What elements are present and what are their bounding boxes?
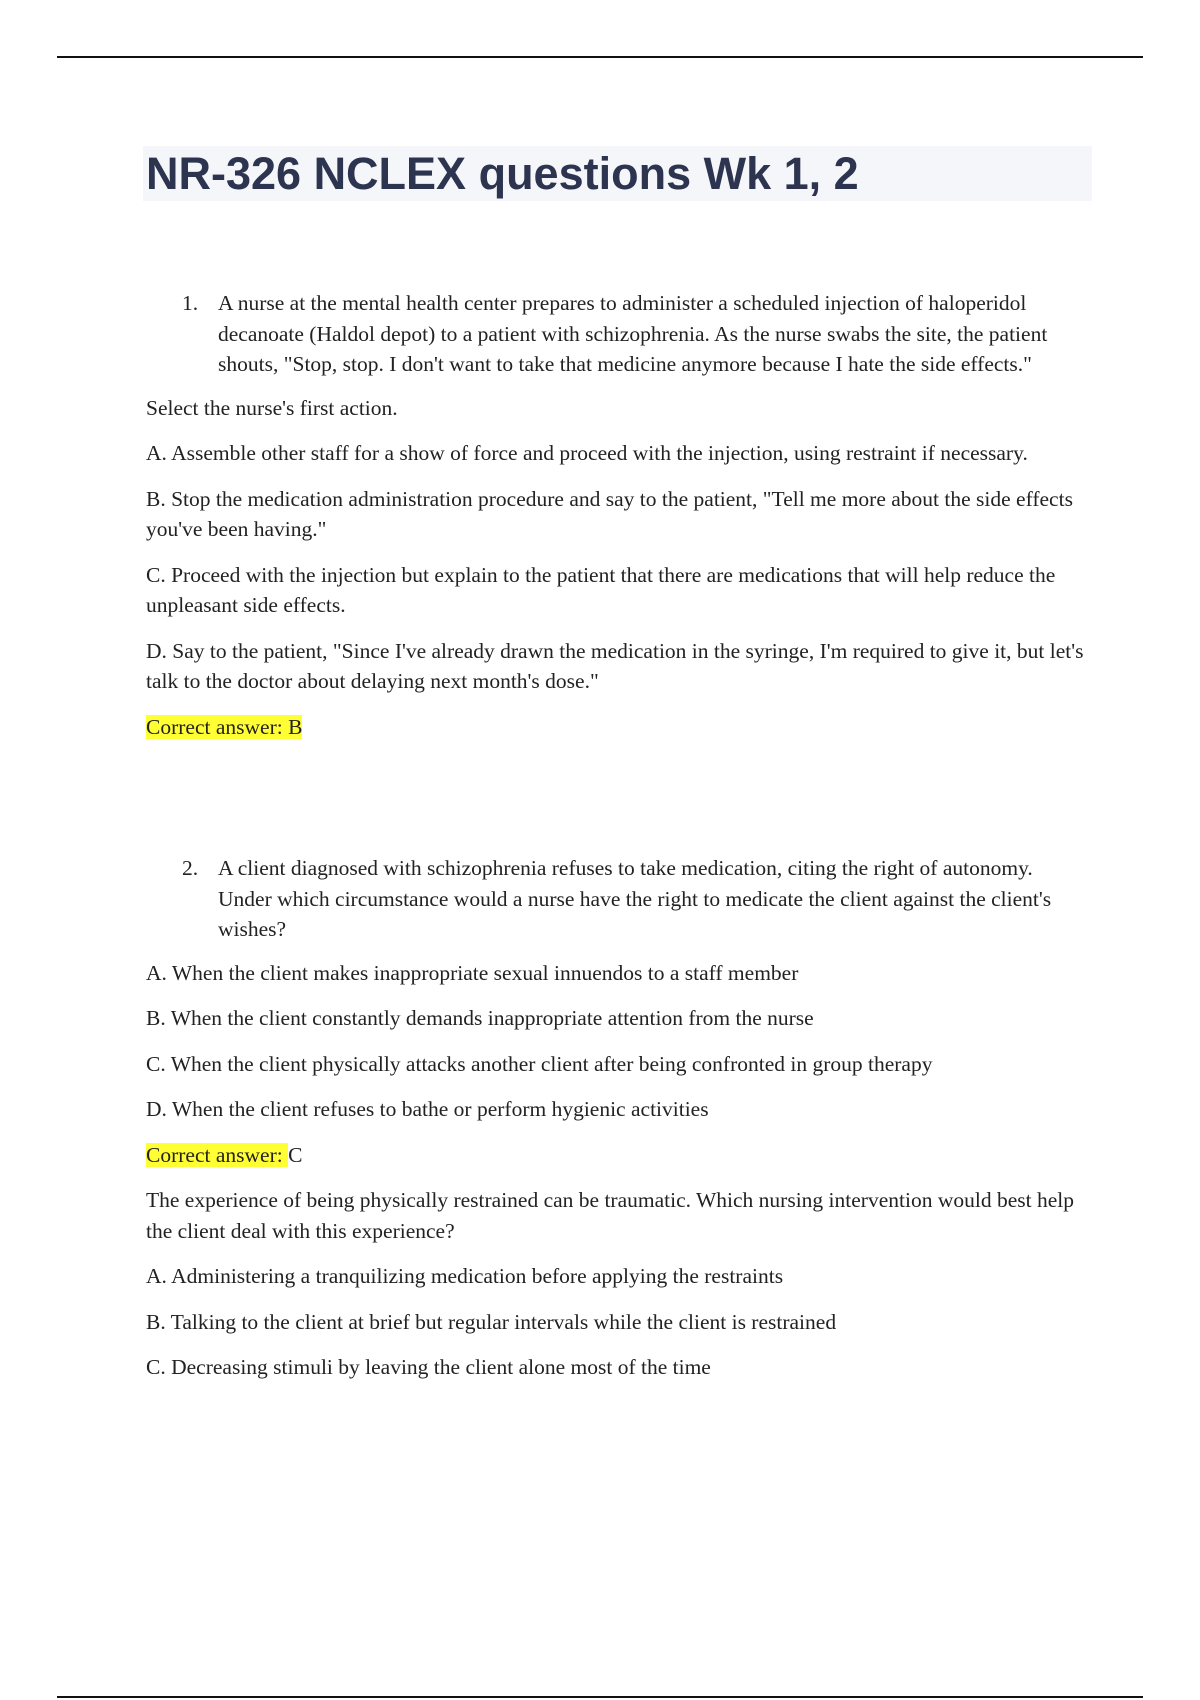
- answer-option: D. Say to the patient, "Since I've already drawn the medication in the syringe, I'm required to give it, but let's talk to the doctor about delaying next month's dose.": [146, 638, 1084, 693]
- answer-option: A. Assemble other staff for a show of force and proceed with the injection, using restraint if necessary.: [146, 441, 1028, 465]
- answer-option: C. When the client physically attacks another client after being confronted in group therapy: [146, 1051, 933, 1076]
- answer-option: C. Proceed with the injection but explain to the patient that there are medications that will help reduce the unpleasant side effects.: [146, 562, 1056, 617]
- page-title: NR-326 NCLEX questions Wk 1, 2: [146, 148, 859, 199]
- correct-answer: [146, 1140, 1088, 1171]
- correct-answer-value: C: [288, 1142, 303, 1167]
- question-number: 1.: [182, 291, 199, 315]
- top-divider: [57, 56, 1143, 58]
- bottom-divider: [57, 1696, 1143, 1698]
- answer-option: C. Decreasing stimuli by leaving the client alone most of the time: [146, 1355, 711, 1379]
- document-body: [146, 288, 1088, 1398]
- spacer: [146, 757, 1088, 853]
- question-2: [146, 853, 1088, 945]
- question-text: A nurse at the mental health center prepares to administer a scheduled injection of haloperidol decanoate (Haldol depot) to a patient with schizophrenia. As the nurse swabs the site, the patient shouts, "Stop, stop. I don't want to take that medicine anymore because I hate the side effects.": [218, 291, 1048, 376]
- answer-option: A. Administering a tranquilizing medication before applying the restraints: [146, 1264, 784, 1288]
- question-number: 2.: [182, 856, 199, 880]
- question-1: [146, 288, 1088, 380]
- answer-option: D. When the client refuses to bathe or perform hygienic activities: [146, 1097, 709, 1121]
- question-text: A client diagnosed with schizophrenia refuses to take medication, citing the right of autonomy. Under which circumstance would a nurse have the right to medicate the client against the client's wishes?: [218, 856, 1052, 941]
- correct-answer-highlight: Correct answer: B: [146, 714, 303, 739]
- answer-option: B. When the client constantly demands inappropriate attention from the nurse: [146, 1006, 814, 1030]
- question-text: The experience of being physically restrained can be traumatic. Which nursing intervention would best help the client deal with this experience?: [146, 1188, 1074, 1243]
- question-prompt: Select the nurse's first action.: [146, 395, 398, 420]
- answer-option: B. Stop the medication administration procedure and say to the patient, "Tell me more about the side effects you've been having.": [146, 486, 1073, 541]
- correct-answer: [146, 712, 1088, 743]
- correct-answer-highlight: Correct answer:: [146, 1142, 289, 1167]
- answer-option: B. Talking to the client at brief but regular intervals while the client is restrained: [146, 1309, 837, 1334]
- answer-option: A. When the client makes inappropriate sexual innuendos to a staff member: [146, 960, 799, 985]
